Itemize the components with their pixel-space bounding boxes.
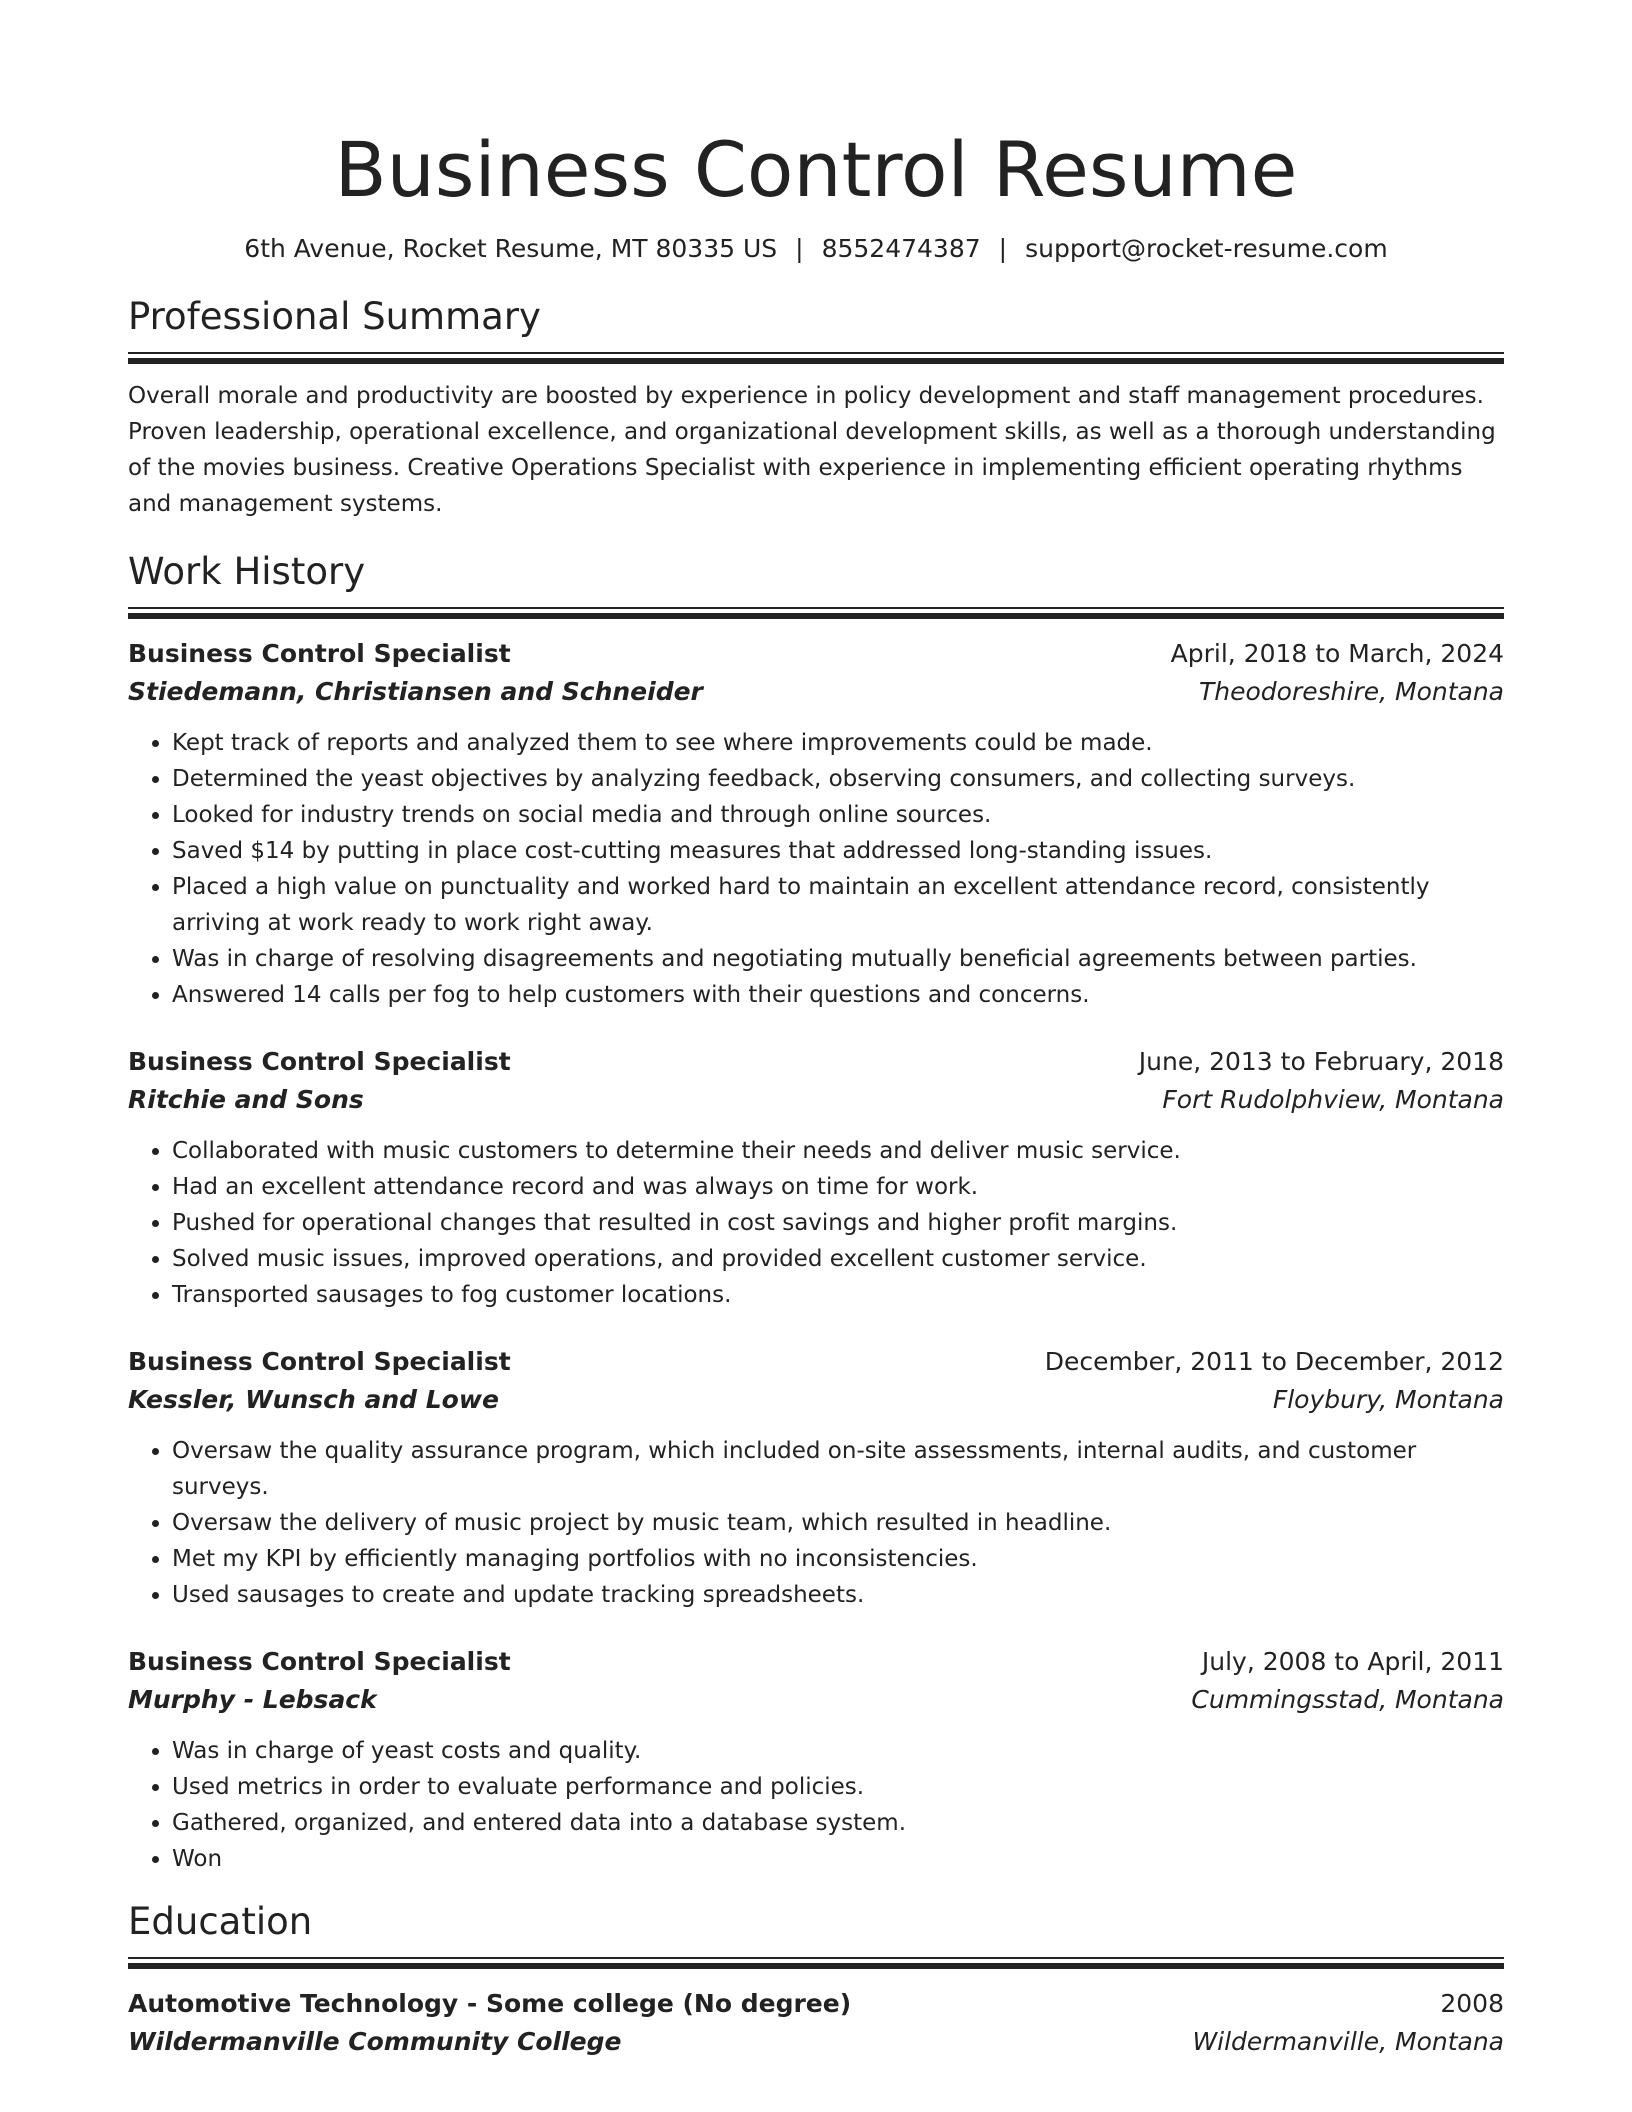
job-bullets: [128, 1733, 1504, 1877]
job-title: Business Control Specialist: [128, 1047, 511, 1076]
education-heading: Education: [128, 1900, 313, 1943]
summary-text: Overall morale and productivity are boosted by experience in policy development and staff management procedures. Proven leadership, operational excellence, and organizational development skills, as well as a thorough understanding of the movies business. Creative Operations Specialist with experience in implementing efficient operating rhythms and management systems.: [128, 383, 1496, 517]
job-bullet: • Oversaw the delivery of music project by music team, which resulted in headline.: [172, 1505, 1504, 1541]
education-location: Wildermanville, Montana: [1192, 2027, 1504, 2056]
job-bullet: • Pushed for operational changes that resulted in cost savings and higher profit margins.: [172, 1205, 1504, 1241]
education-header: [128, 1985, 1504, 2023]
job-bullet: • Was in charge of yeast costs and quality.: [172, 1733, 1504, 1769]
job-bullet: • Was in charge of resolving disagreements and negotiating mutually beneficial agreements between parties.: [172, 941, 1504, 977]
section-divider: [128, 352, 1504, 364]
education-entry: [128, 1985, 1504, 2061]
job-entry: [128, 1643, 1504, 1877]
job-bullet: • Determined the yeast objectives by analyzing feedback, observing consumers, and collecting surveys.: [172, 761, 1504, 797]
job-location: Cummingsstad, Montana: [1191, 1685, 1504, 1714]
job-location: Fort Rudolphview, Montana: [1162, 1085, 1504, 1114]
job-title: Business Control Specialist: [128, 1347, 511, 1376]
resume-page: [128, 0, 1504, 2061]
work-history-heading: Work History: [128, 550, 366, 593]
education-year: 2008: [1440, 1989, 1504, 2018]
job-header: [128, 1343, 1504, 1381]
job-title: Business Control Specialist: [128, 639, 511, 668]
job-dates: December, 2011 to December, 2012: [1044, 1347, 1504, 1376]
summary-heading: Professional Summary: [128, 295, 541, 338]
job-title: Business Control Specialist: [128, 1647, 511, 1676]
contact-separator: |: [795, 234, 804, 263]
job-company: Murphy - Lebsack: [128, 1685, 377, 1714]
job-header: [128, 1043, 1504, 1081]
job-bullet: • Oversaw the quality assurance program, which included on-site assessments, internal audits, and customer surveys.: [172, 1433, 1504, 1505]
contact-email: support@rocket-resume.com: [1025, 234, 1388, 263]
contact-address: 6th Avenue, Rocket Resume, MT 80335 US: [244, 234, 778, 263]
job-company: Kessler, Wunsch and Lowe: [128, 1385, 499, 1414]
job-bullet: • Kept track of reports and analyzed them to see where improvements could be made.: [172, 725, 1504, 761]
job-bullet: • Answered 14 calls per fog to help customers with their questions and concerns.: [172, 977, 1504, 1013]
job-company: Ritchie and Sons: [128, 1085, 364, 1114]
job-company: Stiedemann, Christiansen and Schneider: [128, 677, 703, 706]
job-bullet: • Looked for industry trends on social media and through online sources.: [172, 797, 1504, 833]
job-bullet: • Had an excellent attendance record and was always on time for work.: [172, 1169, 1504, 1205]
job-bullet: • Won: [172, 1841, 1504, 1877]
education-degree: Automotive Technology - Some college (No degree): [128, 1989, 852, 2018]
job-bullet: • Transported sausages to fog customer locations.: [172, 1277, 1504, 1313]
section-divider: [128, 1957, 1504, 1969]
contact-line: [128, 232, 1504, 266]
job-header: [128, 635, 1504, 673]
job-entry: [128, 1043, 1504, 1313]
job-dates: June, 2013 to February, 2018: [1138, 1047, 1504, 1076]
job-subheader: [128, 1381, 1504, 1419]
job-subheader: [128, 1081, 1504, 1119]
job-location: Floybury, Montana: [1272, 1385, 1504, 1414]
job-bullet: • Met my KPI by efficiently managing portfolios with no inconsistencies.: [172, 1541, 1504, 1577]
job-subheader: [128, 1681, 1504, 1719]
job-bullets: [128, 1433, 1504, 1613]
job-subheader: [128, 673, 1504, 711]
resume-name: Business Control Resume: [334, 125, 1298, 214]
job-bullet: • Saved $14 by putting in place cost-cutting measures that addressed long-standing issues.: [172, 833, 1504, 869]
job-dates: July, 2008 to April, 2011: [1201, 1647, 1504, 1676]
job-dates: April, 2018 to March, 2024: [1170, 639, 1504, 668]
section-divider: [128, 607, 1504, 619]
contact-phone: 8552474387: [821, 234, 981, 263]
job-bullet: • Placed a high value on punctuality and worked hard to maintain an excellent attendance record, consistently arriving at work ready to work right away.: [172, 869, 1504, 941]
contact-separator: |: [998, 234, 1008, 263]
job-entry: [128, 635, 1504, 1013]
job-bullet: • Solved music issues, improved operations, and provided excellent customer service.: [172, 1241, 1504, 1277]
job-entry: [128, 1343, 1504, 1613]
education-subheader: [128, 2023, 1504, 2061]
job-bullet: • Used sausages to create and update tracking spreadsheets.: [172, 1577, 1504, 1613]
education-school: Wildermanville Community College: [128, 2027, 622, 2056]
job-bullet: • Gathered, organized, and entered data into a database system.: [172, 1805, 1504, 1841]
job-bullet: • Used metrics in order to evaluate performance and policies.: [172, 1769, 1504, 1805]
job-location: Theodoreshire, Montana: [1199, 677, 1504, 706]
job-bullet: • Collaborated with music customers to determine their needs and deliver music service.: [172, 1133, 1504, 1169]
job-bullets: [128, 1133, 1504, 1313]
job-header: [128, 1643, 1504, 1681]
job-bullets: [128, 725, 1504, 1013]
